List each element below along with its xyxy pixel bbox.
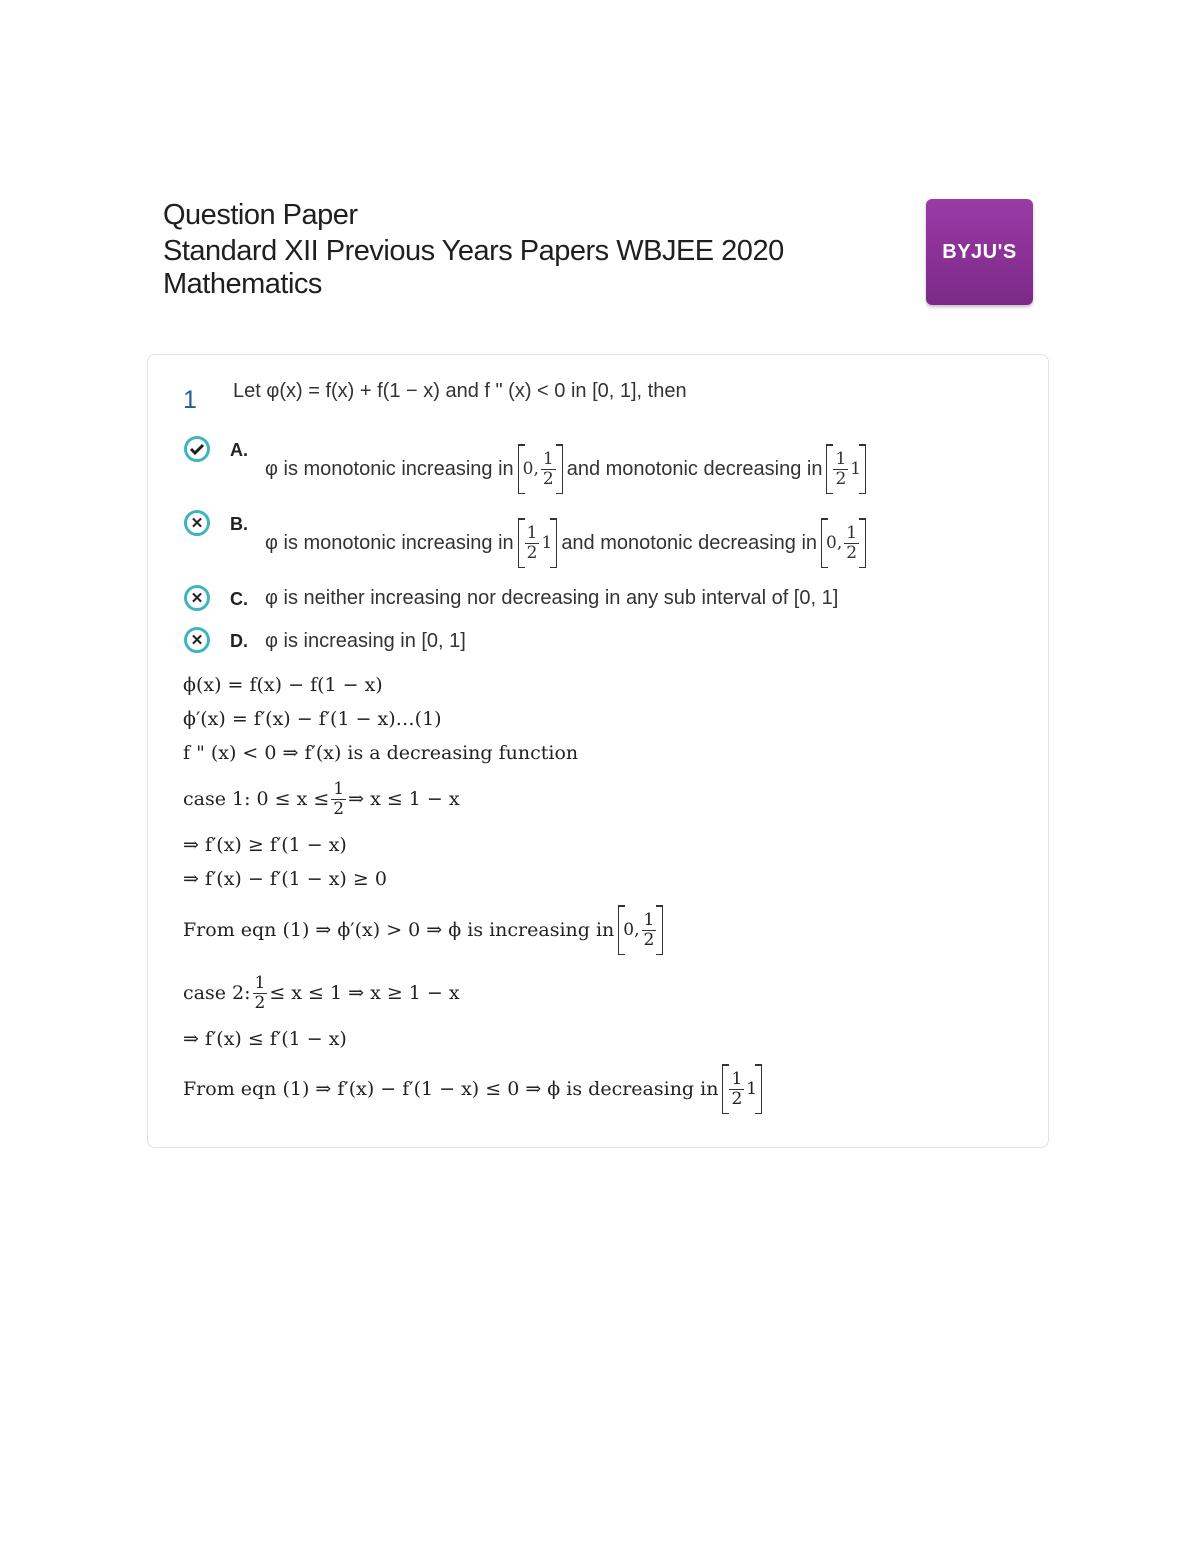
option-b-label: B.: [230, 514, 248, 534]
cross-icon: ✕: [184, 585, 210, 611]
interval-end: 1: [850, 459, 862, 479]
option-b-prefix: φ is monotonic increasing in: [265, 531, 514, 554]
fraction-half: $\frac{1}{2}$: [542, 448, 554, 489]
cross-icon: ✕: [184, 627, 210, 653]
option-c-text: φ is neither increasing nor decreasing in any sub interval of [0, 1]: [265, 587, 839, 609]
option-a-interval-1: [518, 444, 563, 494]
option-a-label: A.: [230, 440, 248, 460]
fraction-half: $\frac{1}{2}$: [526, 522, 538, 563]
check-icon: [184, 436, 210, 462]
interval-start: 0,: [522, 459, 539, 479]
interval-half-one: [722, 1064, 762, 1114]
option-d-label: D.: [230, 631, 248, 651]
fraction-half: $\frac{1}{2}$: [333, 778, 345, 819]
solution-line-7: [183, 903, 667, 957]
case-2-text: case 2:: [183, 982, 251, 1004]
case-2-result: ≤ x ≤ 1 ⇒ x ≥ 1 − x: [269, 982, 460, 1004]
logo-text: BYJU'S: [942, 240, 1017, 263]
solution-line-2: ϕ′(x) = f′(x) − f′(1 − x)…(1): [183, 708, 442, 730]
case-1-text: case 1: 0 ≤ x ≤: [183, 788, 330, 810]
solution-line-9: ⇒ f′(x) ≤ f′(1 − x): [183, 1028, 347, 1050]
fraction-half: $\frac{1}{2}$: [643, 909, 655, 950]
solution-line-3: f " (x) < 0 ⇒ f′(x) is a decreasing function: [183, 742, 579, 764]
interval-end: 1: [746, 1079, 758, 1099]
conclusion-2-text: From eqn (1) ⇒ f′(x) − f′(1 − x) ≤ 0 ⇒ ϕ is decreasing in: [183, 1078, 719, 1100]
question-number: 1: [183, 386, 197, 414]
byjus-logo: [926, 199, 1033, 305]
solution-line-10: [183, 1062, 766, 1116]
conclusion-1-text: From eqn (1) ⇒ ϕ′(x) > 0 ⇒ ϕ is increasing in: [183, 919, 615, 941]
option-b-interval-2: [821, 518, 866, 568]
interval-start: 0,: [623, 920, 640, 940]
solution-line-8: [183, 966, 460, 1020]
fraction-half: $\frac{1}{2}$: [835, 448, 847, 489]
header-subtitle: Standard XII Previous Years Papers WBJEE 2020: [163, 235, 784, 267]
option-b-text: [265, 516, 870, 570]
solution-line-1: ϕ(x) = f(x) − f(1 − x): [183, 674, 383, 696]
document-header: [163, 197, 883, 299]
solution-line-4: [183, 772, 460, 826]
fraction-half: $\frac{1}{2}$: [846, 522, 858, 563]
option-a-mid: and monotonic decreasing in: [566, 457, 823, 480]
interval-zero-half: [618, 905, 663, 955]
option-b-mid: and monotonic decreasing in: [561, 531, 818, 554]
header-title: Question Paper: [163, 199, 358, 231]
option-a-prefix: φ is monotonic increasing in: [265, 457, 514, 480]
option-d-text: φ is increasing in [0, 1]: [265, 630, 466, 652]
header-subject: Mathematics: [163, 268, 322, 300]
option-b-interval-1: [518, 518, 558, 568]
option-a-interval-2: [826, 444, 866, 494]
case-1-result: ⇒ x ≤ 1 − x: [348, 788, 460, 810]
fraction-half: $\frac{1}{2}$: [254, 972, 266, 1013]
solution-line-5: ⇒ f′(x) ≥ f′(1 − x): [183, 834, 347, 856]
option-c-label: C.: [230, 589, 248, 609]
interval-end: 1: [541, 533, 553, 553]
interval-start: 0,: [826, 533, 843, 553]
option-a-text: [265, 442, 870, 496]
solution-line-6: ⇒ f′(x) − f′(1 − x) ≥ 0: [183, 868, 387, 890]
fraction-half: $\frac{1}{2}$: [731, 1068, 743, 1109]
question-text: Let φ(x) = f(x) + f(1 − x) and f " (x) < 0 in [0, 1], then: [233, 380, 687, 402]
cross-icon: ✕: [184, 510, 210, 536]
